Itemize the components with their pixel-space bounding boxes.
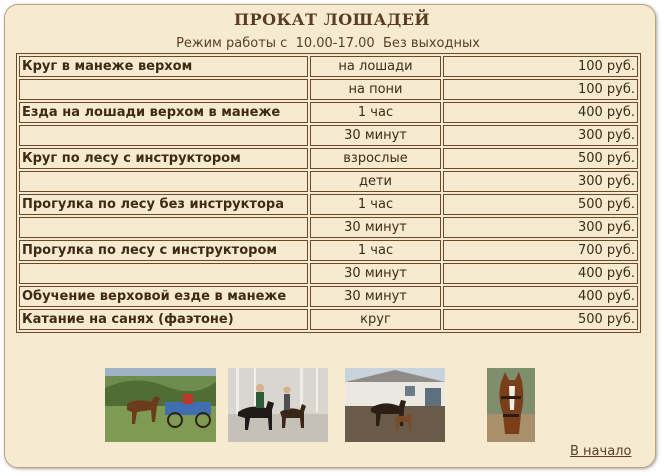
table-row [19,125,638,146]
photo-horse-head[interactable] [487,368,535,442]
table-row [19,263,638,284]
photo-horse-with-cart[interactable] [105,368,216,442]
service-price-cell: 100 руб. [443,79,638,100]
table-row [19,194,638,215]
service-name-cell: Катание на санях (фаэтоне) [19,309,308,330]
photo-mare-and-foal[interactable] [345,368,445,442]
service-option-cell: 30 минут [310,263,441,284]
service-price-cell: 400 руб. [443,263,638,284]
rider-winter-image [228,368,328,442]
service-name-cell: Езда на лошади верхом в манеже [19,102,308,123]
photo-rider-winter[interactable] [228,368,328,442]
service-option-cell: круг [310,309,441,330]
service-price-cell: 400 руб. [443,102,638,123]
service-price-cell: 500 руб. [443,194,638,215]
service-option-cell: 30 минут [310,217,441,238]
service-name-cell: Круг по лесу с инструктором [19,148,308,169]
service-option-cell: 1 час [310,240,441,261]
service-name-cell: Прогулка по лесу без инструктора [19,194,308,215]
service-option-cell: на пони [310,79,441,100]
page-title: ПРОКАТ ЛОШАДЕЙ [233,10,431,29]
service-name-cell [19,217,308,238]
service-price-cell: 500 руб. [443,309,638,330]
service-option-cell: на лошади [310,56,441,77]
service-price-cell: 300 руб. [443,171,638,192]
table-row [19,309,638,330]
service-option-cell: 30 минут [310,286,441,307]
service-name-cell: Обучение верховой езде в манеже [19,286,308,307]
service-price-cell: 100 руб. [443,56,638,77]
service-name-cell [19,263,308,284]
service-name-cell [19,125,308,146]
service-option-cell: 1 час [310,194,441,215]
service-option-cell: взрослые [310,148,441,169]
table-row [19,148,638,169]
home-link[interactable]: В начало [570,444,632,459]
service-option-cell: дети [310,171,441,192]
horse-cart-image [105,368,216,442]
table-row [19,171,638,192]
horse-head-image [487,368,535,442]
service-price-cell: 700 руб. [443,240,638,261]
table-row [19,102,638,123]
service-name-cell [19,171,308,192]
service-option-cell: 1 час [310,102,441,123]
service-name-cell: Прогулка по лесу с инструктором [19,240,308,261]
service-name-cell: Круг в манеже верхом [19,56,308,77]
table-row [19,240,638,261]
table-row [19,56,638,77]
table-row [19,79,638,100]
service-price-cell: 400 руб. [443,286,638,307]
service-option-cell: 30 минут [310,125,441,146]
service-price-cell: 500 руб. [443,148,638,169]
mare-foal-image [345,368,445,442]
price-table [16,53,641,333]
service-price-cell: 300 руб. [443,217,638,238]
table-row [19,217,638,238]
opening-hours: Режим работы с 10.00-17.00 Без выходных [176,36,480,51]
service-price-cell: 300 руб. [443,125,638,146]
service-name-cell [19,79,308,100]
table-row [19,286,638,307]
